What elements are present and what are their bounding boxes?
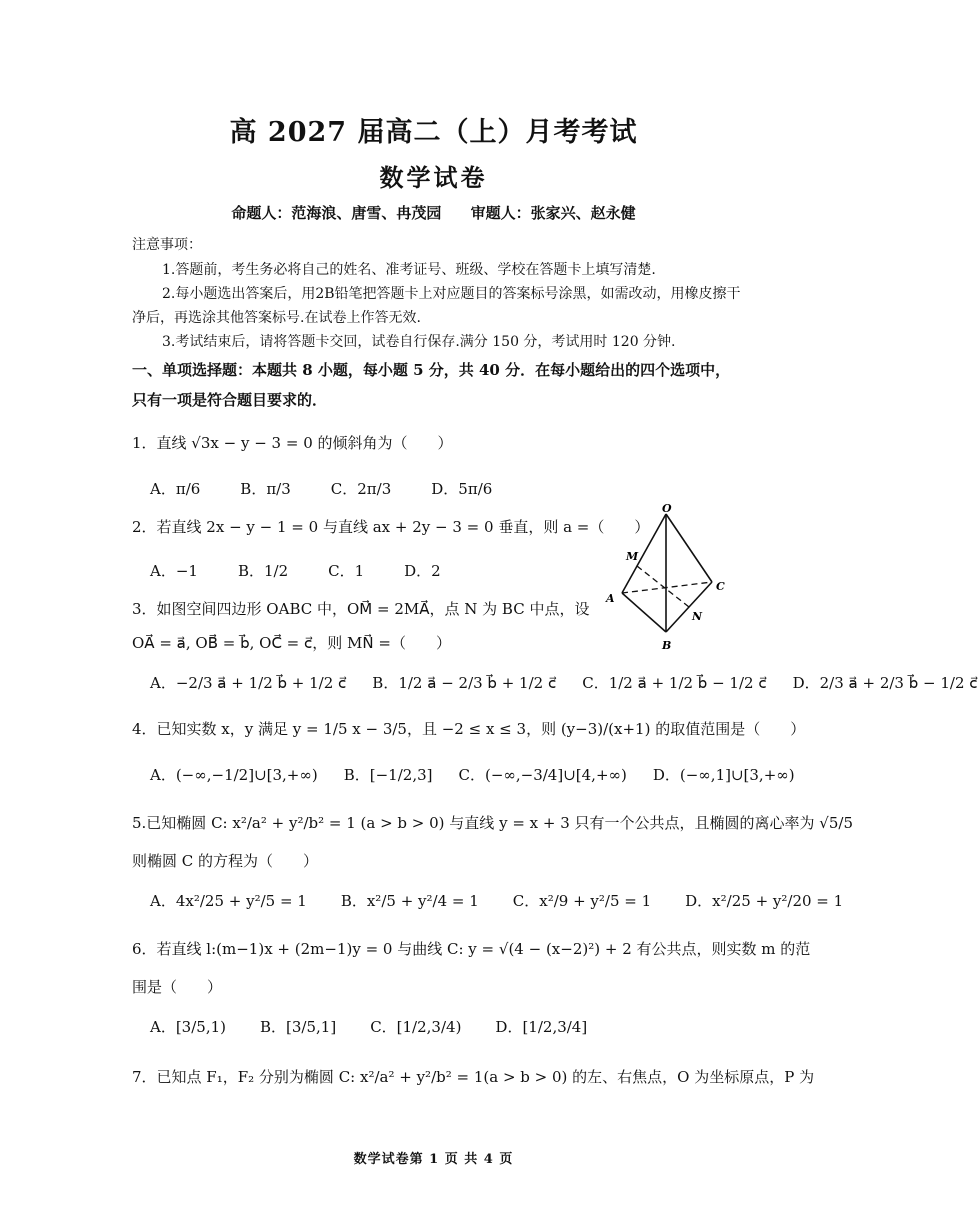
q3-option-a: A．−2/3 a⃗ + 1/2 b⃗ + 1/2 c⃗ [150,674,347,692]
question-3-stem: 3．如图空间四边形 OABC 中，OM⃗ = 2MA⃗，点 N 为 BC 中点，设 [132,600,590,618]
question-4-stem: 4．已知实数 x，y 满足 y = 1/5 x − 3/5，且 −2 ≤ x ≤ 3，则 (y−3)/(x+1) 的取值范围是（ ） [132,720,806,738]
q5-option-d: D．x²/25 + y²/20 = 1 [685,892,844,910]
label-m: M [626,550,639,563]
q2-option-b: B．1/2 [237,562,289,580]
q6-option-a: A．[3/5,1) [150,1018,226,1036]
question-5-stem: 5.已知椭圆 C: x²/a² + y²/b² = 1 (a > b > 0) 与直线 y = x + 3 只有一个公共点，且椭圆的离心率为 √5/5 [132,814,853,832]
q6-option-b: B．[3/5,1] [260,1018,337,1036]
question-3-stem-cont: OA⃗ = a⃗, OB⃗ = b⃗, OC⃗ = c⃗，则 MN⃗ =（ ） [132,634,451,652]
note-1: 1.答题前，考生务必将自己的姓名、准考证号、班级、学校在答题卡上填写清楚. [162,262,656,278]
note-2: 2.每小题选出答案后，用2B铅笔把答题卡上对应题目的答案标号涂黑，如需改动，用橡皮擦干净后，再选涂其他答案标号.在试卷上作答无效. [132,286,741,326]
question-6-stem: 6．若直线 l:(m−1)x + (2m−1)y = 0 与曲线 C: y = √(4 − (x−2)²) + 2 有公共点，则实数 m 的范 [132,940,811,958]
note-3: 3.考试结束后，请将答题卡交回，试卷自行保存.满分 150 分，考试用时 120 分钟. [162,334,676,350]
q1-option-a: A．π/6 [150,480,201,498]
question-5-options [150,890,843,911]
q4-option-a: A．(−∞,−1/2]∪[3,+∞) [150,766,318,784]
q4-option-b: B．[−1/2,3] [343,766,433,784]
question-2-stem: 2．若直线 2x − y − 1 = 0 与直线 ax + 2y − 3 = 0 垂直，则 a =（ ） [132,518,650,536]
question-1-options [150,478,492,499]
page-footer: 数学试卷第 1 页 共 4 页 [353,1152,514,1167]
q1-option-c: C．2π/3 [330,480,392,498]
q2-option-a: A．−1 [150,562,198,580]
q6-option-c: C．[1/2,3/4) [370,1018,462,1036]
q6-option-d: D．[1/2,3/4] [495,1018,588,1036]
q2-option-d: D．2 [404,562,441,580]
q2-option-c: C．1 [328,562,365,580]
reviewers: 审题人：张家兴、赵永健 [470,204,636,222]
section-1-heading: 一、单项选择题：本题共 8 小题，每小题 5 分，共 40 分．在每小题给出的四个选项中，只有一项是符合题目要求的． [132,361,731,409]
q3-option-b: B．1/2 a⃗ − 2/3 b⃗ + 1/2 c⃗ [372,674,557,692]
q1-option-b: B．π/3 [240,480,291,498]
question-2-options [150,560,441,581]
q5-option-a: A．4x²/25 + y²/5 = 1 [150,892,307,910]
q5-option-c: C．x²/9 + y²/5 = 1 [512,892,652,910]
question-4-options [150,764,795,785]
setters: 命题人：范海浪、唐雪、冉茂园 [231,204,442,222]
q4-option-c: C．(−∞,−3/4]∪[4,+∞) [458,766,627,784]
segment-mn [637,566,689,607]
notes-heading: 注意事项： [132,237,202,253]
label-b: B [662,639,672,652]
question-5-stem-cont: 则椭圆 C 的方程为（ ） [132,852,319,870]
edge-ab [622,593,666,632]
question-6-options [150,1016,587,1037]
question-3-options [150,672,978,693]
exam-authors [0,202,867,223]
tetrahedron-figure [600,500,735,660]
q1-option-d: D．5π/6 [431,480,493,498]
question-7-stem: 7．已知点 F₁，F₂ 分别为椭圆 C: x²/a² + y²/b² = 1(a > b > 0) 的左、右焦点，O 为坐标原点，P 为 [132,1068,815,1086]
label-a: A [606,592,615,605]
question-1-stem: 1．直线 √3x − y − 3 = 0 的倾斜角为（ ） [132,434,453,452]
q3-option-c: C．1/2 a⃗ + 1/2 b⃗ − 1/2 c⃗ [582,674,767,692]
edge-ac-hidden [622,582,712,593]
q4-option-d: D．(−∞,1]∪[3,+∞) [652,766,795,784]
q3-option-d: D．2/3 a⃗ + 2/3 b⃗ − 1/2 c⃗ [792,674,978,692]
label-c: C [716,580,725,593]
edge-oc [666,514,712,582]
q5-option-b: B．x²/5 + y²/4 = 1 [340,892,479,910]
label-o: O [662,502,672,515]
exam-subtitle: 数学试卷 [379,163,488,192]
question-6-stem-cont: 围是（ ） [132,978,223,996]
label-n: N [692,610,703,623]
exam-title: 高 2027 届高二（上）月考考试 [229,117,638,148]
